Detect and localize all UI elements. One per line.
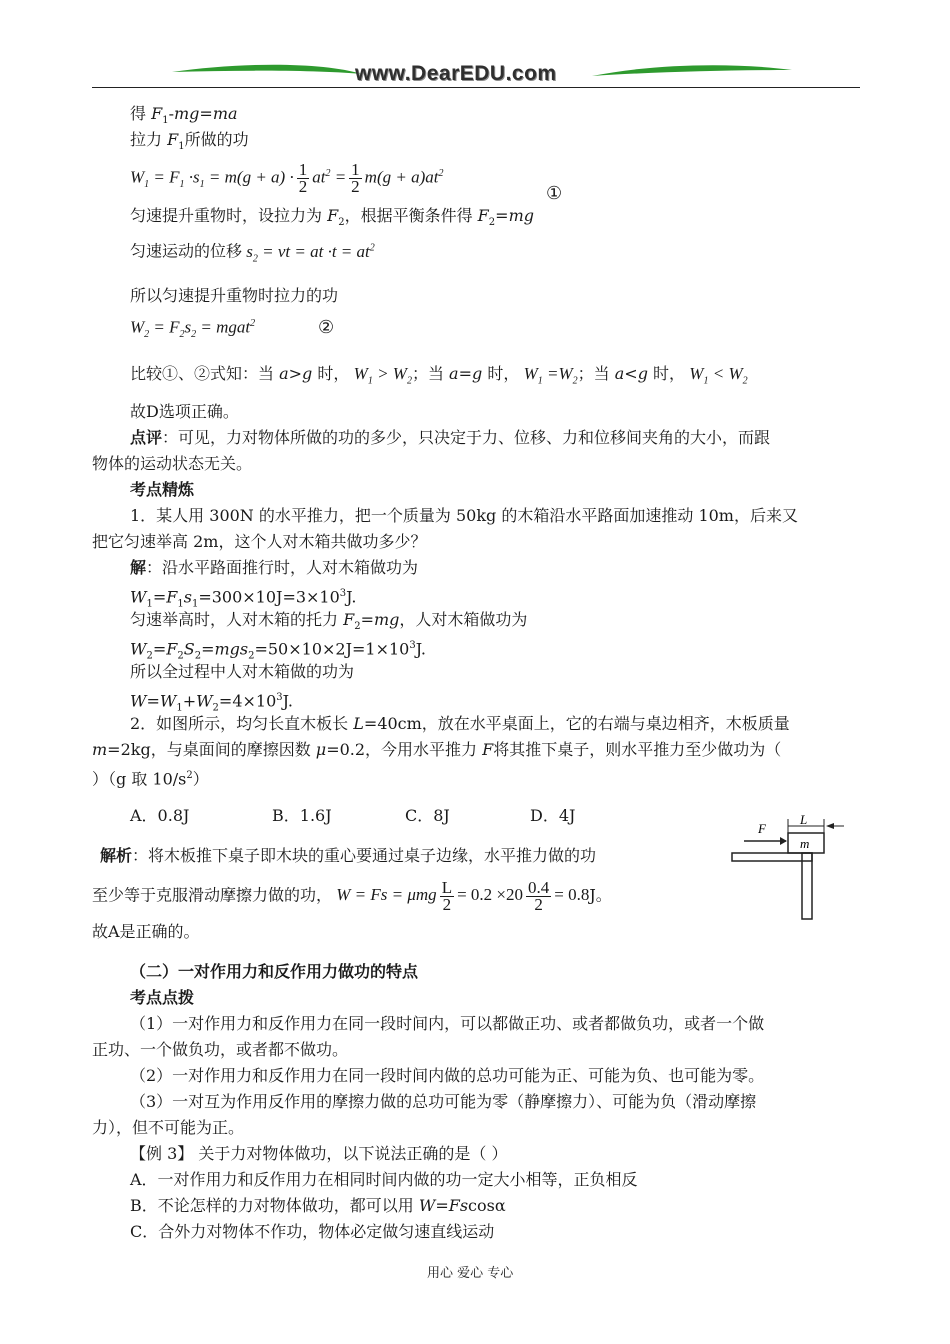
board-on-table-figure [730, 815, 860, 925]
solution-line: 匀速举高时，人对木箱的托力 $F_2=mg$，人对木箱做功为 [130, 610, 528, 633]
text-line: 所以匀速提升重物时拉力的功 [130, 286, 339, 305]
point-2: （2）一对作用力和反作用力在同一段时间内做的总功可能为正、可能为负、也可能为零。 [130, 1066, 765, 1085]
point-3: （3）一对互为作用反作用的摩擦力做的总功可能为零（静摩擦力）、可能为负（滑动摩擦 [130, 1092, 757, 1111]
analysis-line: 至少等于克服滑动摩擦力做的功， W = Fs = μmg $\frac{L}{2}$ = 0.2 ×20 $\frac{0.4}{2}$ = 0.8J。 [92, 878, 612, 914]
example-3-option-b: B．不论怎样的力对物体做功，都可以用 W=Fscosα [130, 1196, 506, 1215]
example-3-option-c: C．合外力对物体不作功，物体必定做匀速直线运动 [130, 1222, 495, 1241]
example-3-option-a: A．一对作用力和反作用力在相同时间内做的功一定大小相等，正负相反 [130, 1170, 638, 1189]
point-1: （1）一对作用力和反作用力在同一段时间内，可以都做正功、或者都做负功，或者一个做 [130, 1014, 765, 1033]
text-line: 匀速提升重物时，设拉力为 $F_2$，根据平衡条件得 $F_2=mg$ [130, 206, 534, 229]
page-footer: 用心 爱心 专心 [427, 1266, 514, 1281]
equation-w1: $W_1 = F_1 \cdot s_1 = m(g + a)$ · $\frac{1}{2}$ $at^2$ = $\frac{1}{2}$ $m(g + a)at^2$ [130, 160, 444, 197]
solution-line: 所以全过程中人对木箱做的功为 [130, 662, 355, 681]
text-line: 匀速运动的位移 $s_2$ = vt = at $\cdot t = at^2$ [130, 241, 375, 265]
question-2: 2．如图所示，均匀长直木板长 L=40cm，放在水平桌面上，它的右端与桌边相齐，木板质量 [130, 714, 790, 733]
sub-heading: 考点点拨 [130, 988, 195, 1007]
label-L: L [800, 815, 808, 827]
text-line: 拉力 $F_1$所做的功 [130, 130, 249, 153]
equation-w2: $W_2 = F_2s_2$ = mgat$^2$ [130, 317, 256, 341]
solution-line: $W_2=F_2S_2=mgs_2=50\times 10\times 2J=1\times 10^3J$. [130, 639, 426, 662]
table-leg [802, 853, 812, 919]
comment-line: 点评：可见，力对物体所做的功的多少，只决定于力、位移、力和位移间夹角的大小，而跟 [130, 428, 771, 447]
header-rule [92, 87, 860, 88]
section-heading: 考点精炼 [130, 480, 195, 499]
solution-line: $W=W_1+W_2=4\times 10^3J$. [130, 691, 293, 714]
option-a: A．0.8J [130, 806, 190, 825]
solution-line: $W_1=F_1s_1=300\times 10J=3\times 10^3J$. [130, 587, 357, 610]
analysis-line: 故A是正确的。 [92, 922, 200, 941]
option-d: D．4J [530, 806, 576, 825]
point-3: 力），但不可能为正。 [92, 1118, 245, 1137]
question-1: 把它匀速举高 2m，这个人对木箱共做功多少？ [92, 532, 427, 551]
solution-line: 解：沿水平路面推行时，人对木箱做功为 [130, 558, 419, 577]
analysis-line: 解析：将木板推下桌子即木块的重心要通过桌子边缘，水平推力做的功 [100, 846, 597, 865]
comment-line: 物体的运动状态无关。 [92, 454, 253, 473]
section-heading: （二）一对作用力和反作用力做功的特点 [130, 962, 419, 981]
equation-marker-1: ① [546, 183, 563, 204]
label-F: F [758, 821, 766, 836]
example-3: 【例 3】 关于力对物体做功，以下说法正确的是（ ） [130, 1144, 508, 1163]
question-2: ）（g 取 $10/s^2$） [92, 769, 209, 789]
question-1: 1．某人用 300N 的水平推力，把一个质量为 50kg 的木箱沿水平路面加速推动 10m，后来又 [130, 506, 798, 525]
option-c: C．8J [405, 806, 450, 825]
text-line: 得 $F_1-mg=ma$ [130, 104, 238, 127]
question-2: m=2kg，与桌面间的摩擦因数 μ=0.2，今用水平推力 F将其推下桌子，则水平推力至少做功为（ [92, 740, 782, 759]
text-line: 比较①、②式知：当 a>g 时， $W_1 > W_2$；当 a=g 时， $W_1 =W_2$；当 a<g 时， $W_1 < W_2$ [130, 364, 748, 387]
point-1: 正功、一个做负功，或者都不做功。 [92, 1040, 349, 1059]
table-top [732, 853, 812, 861]
option-b: B．1.6J [272, 806, 332, 825]
equation-marker-2: ② [318, 317, 335, 338]
label-m: m [800, 836, 810, 851]
site-logo: www.DearEDU.com [355, 62, 557, 85]
text-line: 故D选项正确。 [130, 402, 239, 421]
